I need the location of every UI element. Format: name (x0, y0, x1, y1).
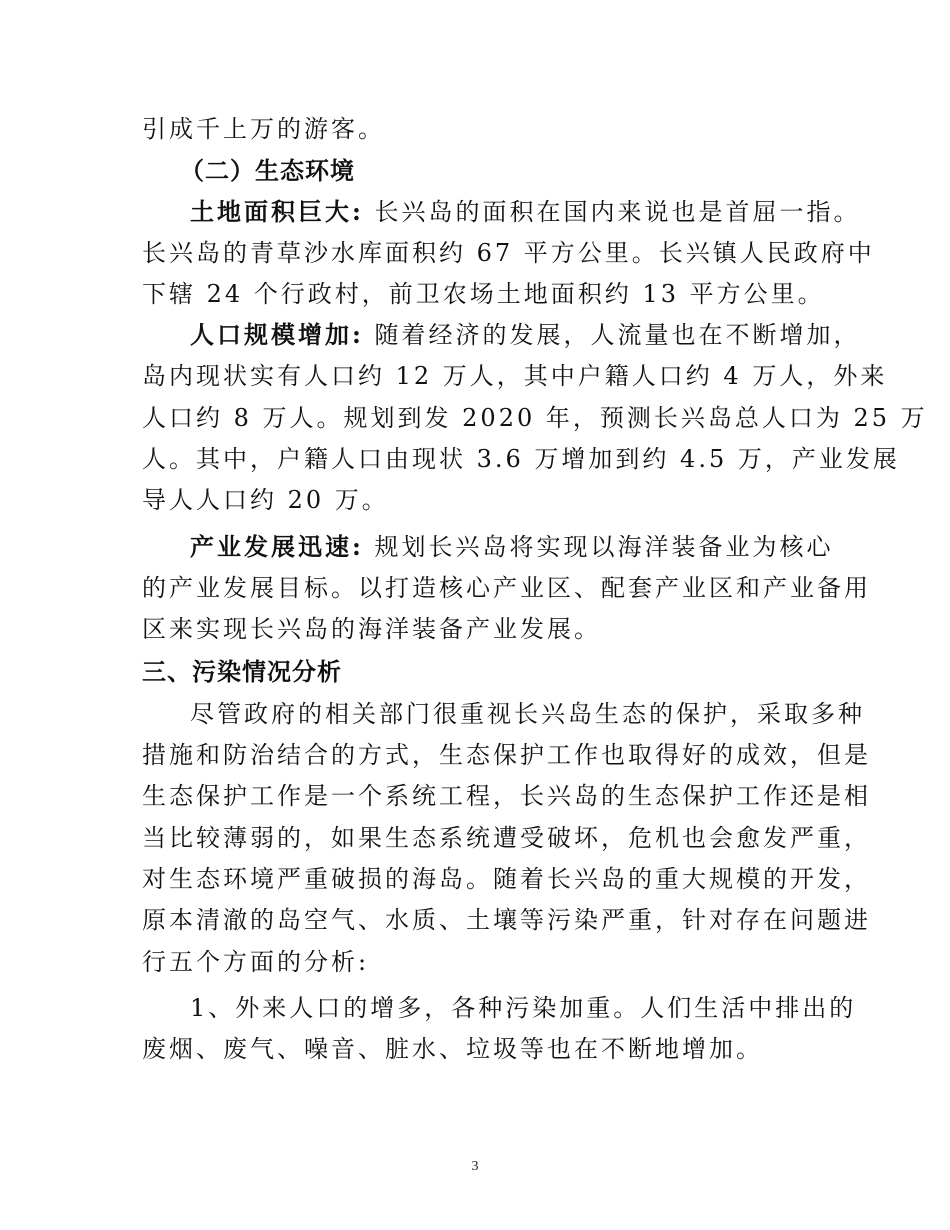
paragraph-line: 尽管政府的相关部门很重视长兴岛生态的保护，采取多种 (190, 700, 865, 728)
paragraph-text: 长兴岛的面积在国内来说也是首屈一指。 (374, 198, 861, 226)
inline-heading: 土地面积巨大: (190, 197, 364, 226)
page-number: 3 (471, 1159, 479, 1174)
paragraph-line: 人。其中，户籍人口由现状 3.6 万增加到约 4.5 万，产业发展 (142, 445, 900, 473)
paragraph-line: 1、外来人口的增多，各种污染加重。人们生活中排出的 (190, 994, 857, 1022)
paragraph-line: 长兴岛的青草沙水库面积约 67 平方公里。长兴镇人民政府中 (142, 239, 875, 267)
section-heading: （二）生态环境 (180, 157, 355, 185)
inline-heading: 人口规模增加: (190, 320, 364, 349)
paragraph-text: 规划长兴岛将实现以海洋装备业为核心 (374, 533, 834, 561)
paragraph-line: 废烟、废气、噪音、脏水、垃圾等也在不断地增加。 (142, 1035, 763, 1063)
paragraph-line (190, 197, 861, 226)
paragraph-line: 引成千上万的游客。 (142, 115, 385, 143)
paragraph-line: 行五个方面的分析: (142, 948, 370, 976)
paragraph-line: 当比较薄弱的，如果生态系统遭受破坏，危机也会愈发严重， (142, 824, 871, 852)
paragraph-line: 岛内现状实有人口约 12 万人，其中户籍人口约 4 万人，外来 (142, 362, 888, 390)
paragraph-line: 下辖 24 个行政村，前卫农场土地面积约 13 平方公里。 (142, 280, 825, 308)
paragraph-line: 原本清澈的岛空气、水质、土壤等污染严重，针对存在问题进 (142, 906, 871, 934)
section-heading: 三、污染情况分析 (142, 658, 342, 686)
inline-heading: 产业发展迅速: (190, 532, 364, 561)
paragraph-line (190, 532, 834, 561)
paragraph-line: 措施和防治结合的方式，生态保护工作也取得好的成效，但是 (142, 741, 871, 769)
paragraph-line: 导人人口约 20 万。 (142, 486, 389, 514)
paragraph-line: 对生态环境严重破损的海岛。随着长兴岛的重大规模的开发， (142, 865, 871, 893)
paragraph-line: 的产业发展目标。以打造核心产业区、配套产业区和产业备用 (142, 574, 871, 602)
paragraph-line: 区来实现长兴岛的海洋装备产业发展。 (142, 615, 601, 643)
paragraph-line: 生态保护工作是一个系统工程，长兴岛的生态保护工作还是相 (142, 782, 871, 810)
paragraph-line: 人口约 8 万人。规划到发 2020 年，预测长兴岛总人口为 25 万 (142, 404, 928, 432)
paragraph-text: 随着经济的发展，人流量也在不断增加， (374, 321, 861, 349)
paragraph-line (190, 320, 861, 349)
